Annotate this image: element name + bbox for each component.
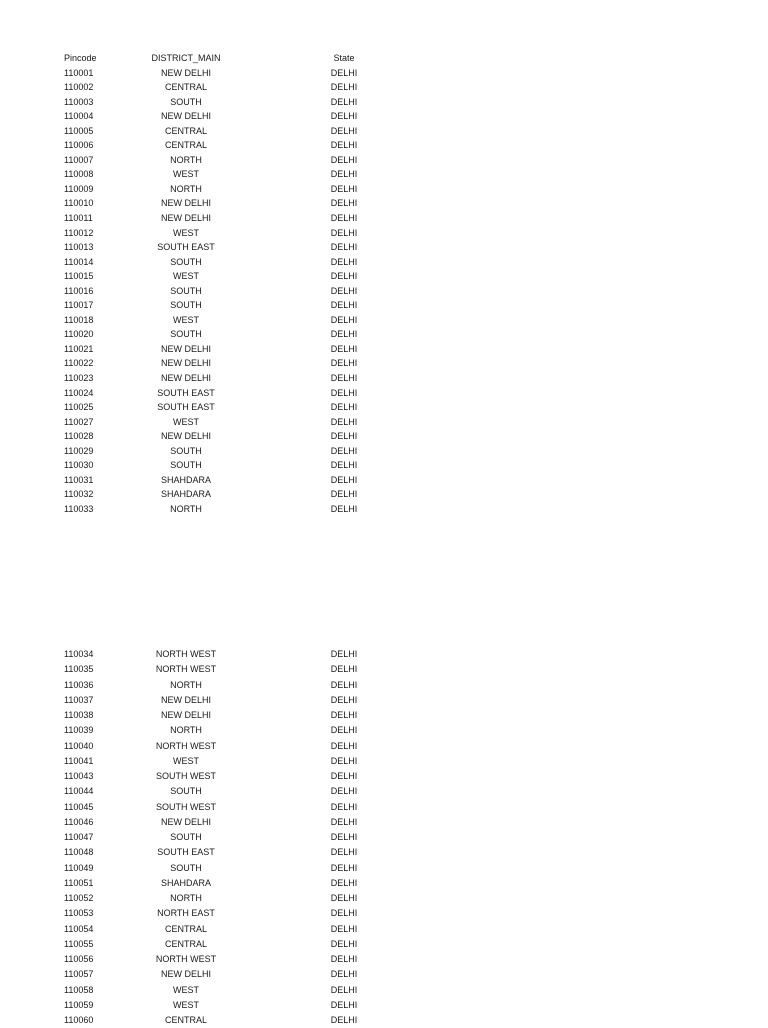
district-cell: CENTRAL bbox=[164, 140, 207, 151]
pincode-cell: 110039 bbox=[64, 725, 94, 736]
table-row bbox=[0, 356, 420, 371]
district-cell: WEST bbox=[173, 984, 199, 995]
pincode-cell: 110034 bbox=[64, 649, 94, 659]
district-cell: SOUTH EAST bbox=[157, 242, 215, 253]
pincode-cell: 110002 bbox=[64, 82, 94, 93]
district-cell: NEW DELHI bbox=[160, 431, 211, 442]
pincode-cell: 110003 bbox=[64, 96, 94, 107]
state-cell: DELHI bbox=[330, 923, 358, 934]
table-row bbox=[0, 845, 420, 860]
pincode-cell: 110004 bbox=[64, 111, 94, 122]
pincode-cell: 110012 bbox=[64, 227, 94, 238]
pincode-cell: 110058 bbox=[64, 984, 94, 995]
rows-block-2 bbox=[0, 647, 420, 1028]
district-cell: SOUTH bbox=[170, 786, 202, 797]
table-block-1 bbox=[0, 51, 420, 517]
state-cell: DELHI bbox=[330, 373, 358, 384]
table-row bbox=[0, 415, 420, 430]
state-cell: DELHI bbox=[330, 140, 358, 151]
state-cell: DELHI bbox=[330, 329, 358, 340]
state-cell: DELHI bbox=[330, 649, 358, 659]
pincode-cell: 110059 bbox=[64, 999, 94, 1010]
pincode-cell: 110020 bbox=[64, 329, 94, 340]
pincode-cell: 110049 bbox=[64, 862, 94, 873]
table-row bbox=[0, 95, 420, 110]
table-row bbox=[0, 754, 420, 769]
pincode-cell: 110035 bbox=[64, 664, 94, 675]
state-cell: DELHI bbox=[330, 877, 358, 888]
state-cell: DELHI bbox=[330, 67, 358, 78]
district-cell: NEW DELHI bbox=[160, 67, 211, 78]
pincode-cell: 110060 bbox=[64, 1015, 94, 1025]
pincode-cell: 110041 bbox=[64, 755, 94, 766]
state-cell: DELHI bbox=[330, 816, 358, 827]
district-cell: WEST bbox=[173, 314, 199, 325]
pincode-cell: 110045 bbox=[64, 801, 94, 812]
state-cell: DELHI bbox=[330, 169, 358, 180]
state-cell: DELHI bbox=[330, 387, 358, 398]
table-row bbox=[0, 922, 420, 937]
pincode-cell: 110030 bbox=[64, 460, 94, 471]
state-cell: DELHI bbox=[330, 460, 358, 471]
table-row bbox=[0, 429, 420, 444]
state-cell: DELHI bbox=[330, 984, 358, 995]
table-row bbox=[0, 327, 420, 342]
district-cell: WEST bbox=[173, 999, 199, 1010]
table-row bbox=[0, 269, 420, 284]
district-cell: NORTH bbox=[170, 183, 202, 194]
table-row bbox=[0, 255, 420, 270]
district-cell: NEW DELHI bbox=[160, 710, 211, 720]
table-row bbox=[0, 458, 420, 473]
district-cell: NORTH bbox=[170, 893, 202, 903]
state-cell: DELHI bbox=[330, 847, 358, 858]
state-cell: DELHI bbox=[330, 969, 358, 980]
table-row bbox=[0, 80, 420, 95]
pincode-cell: 110031 bbox=[64, 474, 94, 485]
pincode-cell: 110021 bbox=[64, 343, 94, 354]
pincode-cell: 110027 bbox=[64, 416, 94, 427]
district-cell: SOUTH bbox=[170, 285, 202, 296]
pincode-cell: 110056 bbox=[64, 954, 94, 964]
table-row bbox=[0, 226, 420, 241]
table-row bbox=[0, 109, 420, 124]
table-row bbox=[0, 967, 420, 982]
state-cell: DELHI bbox=[330, 300, 358, 311]
pincode-cell: 110051 bbox=[64, 877, 94, 888]
district-cell: NORTH bbox=[170, 154, 202, 165]
table-row bbox=[0, 998, 420, 1013]
state-cell: DELHI bbox=[330, 862, 358, 873]
district-cell: CENTRAL bbox=[164, 125, 207, 136]
district-cell: NORTH WEST bbox=[155, 954, 217, 964]
table-row bbox=[0, 473, 420, 488]
table-row bbox=[0, 313, 420, 328]
pincode-cell: 110015 bbox=[64, 271, 94, 282]
district-cell: CENTRAL bbox=[164, 923, 207, 934]
table-row bbox=[0, 487, 420, 502]
table-row bbox=[0, 800, 420, 815]
state-cell: DELHI bbox=[330, 183, 358, 194]
pincode-cell: 110016 bbox=[64, 285, 94, 296]
state-cell: DELHI bbox=[330, 82, 358, 93]
district-cell: NEW DELHI bbox=[160, 358, 211, 369]
district-cell: WEST bbox=[173, 169, 199, 180]
table-row bbox=[0, 678, 420, 693]
state-cell: DELHI bbox=[330, 213, 358, 224]
state-cell: DELHI bbox=[330, 664, 358, 675]
table-row bbox=[0, 167, 420, 182]
pincode-cell: 110007 bbox=[64, 154, 94, 165]
pincode-cell: 110033 bbox=[64, 503, 94, 514]
state-cell: DELHI bbox=[330, 893, 358, 903]
state-cell: DELHI bbox=[330, 242, 358, 253]
district-cell: CENTRAL bbox=[164, 938, 207, 949]
table-row bbox=[0, 708, 420, 723]
table-row bbox=[0, 182, 420, 197]
state-cell: DELHI bbox=[330, 999, 358, 1010]
state-cell: DELHI bbox=[330, 740, 358, 751]
district-cell: NORTH WEST bbox=[155, 740, 217, 751]
district-cell: NORTH WEST bbox=[155, 649, 217, 659]
table-row bbox=[0, 124, 420, 139]
district-cell: NORTH bbox=[170, 725, 202, 736]
pincode-cell: 110011 bbox=[64, 213, 93, 224]
pincode-cell: 110052 bbox=[64, 893, 94, 903]
district-cell: SOUTH bbox=[170, 460, 202, 471]
state-cell: DELHI bbox=[330, 285, 358, 296]
table-row bbox=[0, 211, 420, 226]
table-row bbox=[0, 937, 420, 952]
header-state: State bbox=[333, 53, 355, 63]
state-cell: DELHI bbox=[330, 938, 358, 949]
district-cell: SOUTH bbox=[170, 862, 202, 873]
district-cell: SOUTH EAST bbox=[157, 402, 215, 413]
district-cell: SHAHDARA bbox=[160, 877, 211, 888]
district-cell: WEST bbox=[173, 416, 199, 427]
state-cell: DELHI bbox=[330, 489, 358, 500]
pincode-cell: 110014 bbox=[64, 256, 94, 267]
header-pincode: Pincode bbox=[64, 53, 97, 63]
state-cell: DELHI bbox=[330, 1015, 358, 1025]
pincode-cell: 110037 bbox=[64, 694, 94, 705]
table-row bbox=[0, 906, 420, 921]
district-cell: WEST bbox=[173, 227, 199, 238]
table-row bbox=[0, 830, 420, 845]
table-row bbox=[0, 444, 420, 459]
pincode-cell: 110057 bbox=[64, 969, 94, 980]
table-block-2 bbox=[0, 647, 420, 1028]
pincode-cell: 110047 bbox=[64, 832, 94, 842]
header-district: DISTRICT_MAIN bbox=[151, 53, 221, 63]
pincode-cell: 110028 bbox=[64, 431, 94, 442]
district-cell: SOUTH EAST bbox=[157, 387, 215, 398]
pincode-cell: 110024 bbox=[64, 387, 94, 398]
district-cell: NORTH bbox=[170, 503, 202, 514]
table-row bbox=[0, 647, 420, 662]
table-row bbox=[0, 386, 420, 401]
pincode-cell: 110017 bbox=[64, 300, 94, 311]
pincode-cell: 110053 bbox=[64, 908, 94, 919]
table-row bbox=[0, 502, 420, 517]
pincode-cell: 110036 bbox=[64, 679, 94, 690]
table-row bbox=[0, 815, 420, 830]
table-row bbox=[0, 400, 420, 415]
table-row bbox=[0, 891, 420, 906]
state-cell: DELHI bbox=[330, 694, 358, 705]
district-cell: SOUTH EAST bbox=[157, 847, 215, 858]
pincode-cell: 110040 bbox=[64, 740, 94, 751]
state-cell: DELHI bbox=[330, 96, 358, 107]
table-row bbox=[0, 138, 420, 153]
pincode-cell: 110032 bbox=[64, 489, 94, 500]
state-cell: DELHI bbox=[330, 679, 358, 690]
district-cell: NEW DELHI bbox=[160, 343, 211, 354]
pincode-cell: 110029 bbox=[64, 445, 94, 456]
table-row bbox=[0, 739, 420, 754]
table-row bbox=[0, 784, 420, 799]
district-cell: NEW DELHI bbox=[160, 969, 211, 980]
pincode-cell: 110055 bbox=[64, 938, 94, 949]
district-cell: NEW DELHI bbox=[160, 213, 211, 224]
district-cell: CENTRAL bbox=[164, 1015, 207, 1025]
table-row bbox=[0, 342, 420, 357]
pincode-cell: 110006 bbox=[64, 140, 94, 151]
state-cell: DELHI bbox=[330, 771, 358, 781]
state-cell: DELHI bbox=[330, 801, 358, 812]
state-cell: DELHI bbox=[330, 314, 358, 325]
state-cell: DELHI bbox=[330, 725, 358, 736]
district-cell: CENTRAL bbox=[164, 82, 207, 93]
pincode-cell: 110046 bbox=[64, 816, 94, 827]
district-cell: SHAHDARA bbox=[160, 489, 211, 500]
state-cell: DELHI bbox=[330, 786, 358, 797]
table-row bbox=[0, 371, 420, 386]
state-cell: DELHI bbox=[330, 343, 358, 354]
rows-block-1 bbox=[0, 66, 420, 517]
pincode-cell: 110005 bbox=[64, 125, 94, 136]
state-cell: DELHI bbox=[330, 832, 358, 842]
state-cell: DELHI bbox=[330, 503, 358, 514]
district-cell: NEW DELHI bbox=[160, 694, 211, 705]
district-cell: WEST bbox=[173, 755, 199, 766]
table-row bbox=[0, 240, 420, 255]
state-cell: DELHI bbox=[330, 198, 358, 209]
state-cell: DELHI bbox=[330, 710, 358, 720]
state-cell: DELHI bbox=[330, 358, 358, 369]
header-row bbox=[0, 51, 420, 66]
pincode-cell: 110009 bbox=[64, 183, 94, 194]
table-row bbox=[0, 196, 420, 211]
pincode-cell: 110013 bbox=[64, 242, 94, 253]
pincode-cell: 110025 bbox=[64, 402, 94, 413]
table-row bbox=[0, 983, 420, 998]
state-cell: DELHI bbox=[330, 271, 358, 282]
pincode-cell: 110022 bbox=[64, 358, 94, 369]
pincode-cell: 110044 bbox=[64, 786, 94, 797]
state-cell: DELHI bbox=[330, 416, 358, 427]
table-row bbox=[0, 723, 420, 738]
state-cell: DELHI bbox=[330, 908, 358, 919]
district-cell: WEST bbox=[173, 271, 199, 282]
table-row bbox=[0, 153, 420, 168]
district-cell: NORTH bbox=[170, 679, 202, 690]
table-row bbox=[0, 284, 420, 299]
table-row bbox=[0, 769, 420, 784]
district-cell: NEW DELHI bbox=[160, 373, 211, 384]
pincode-cell: 110018 bbox=[64, 314, 94, 325]
pincode-cell: 110023 bbox=[64, 373, 94, 384]
state-cell: DELHI bbox=[330, 125, 358, 136]
district-cell: SOUTH bbox=[170, 445, 202, 456]
table-row bbox=[0, 662, 420, 677]
district-cell: SOUTH WEST bbox=[156, 771, 216, 781]
table-row bbox=[0, 1013, 420, 1028]
district-cell: SOUTH WEST bbox=[156, 801, 216, 812]
state-cell: DELHI bbox=[330, 402, 358, 413]
table-row bbox=[0, 298, 420, 313]
state-cell: DELHI bbox=[330, 111, 358, 122]
state-cell: DELHI bbox=[330, 154, 358, 165]
district-cell: SOUTH bbox=[170, 832, 202, 842]
table-row bbox=[0, 66, 420, 81]
table-row bbox=[0, 861, 420, 876]
table-row bbox=[0, 876, 420, 891]
district-cell: NORTH EAST bbox=[157, 908, 215, 919]
pincode-cell: 110008 bbox=[64, 169, 94, 180]
district-cell: NEW DELHI bbox=[160, 111, 211, 122]
district-cell: SOUTH bbox=[170, 300, 202, 311]
table-row bbox=[0, 952, 420, 967]
pincode-cell: 110010 bbox=[64, 198, 94, 209]
district-cell: SOUTH bbox=[170, 329, 202, 340]
district-cell: NEW DELHI bbox=[160, 198, 211, 209]
pincode-cell: 110048 bbox=[64, 847, 94, 858]
state-cell: DELHI bbox=[330, 256, 358, 267]
table-row bbox=[0, 693, 420, 708]
state-cell: DELHI bbox=[330, 445, 358, 456]
pincode-cell: 110054 bbox=[64, 923, 94, 934]
state-cell: DELHI bbox=[330, 474, 358, 485]
pincode-cell: 110001 bbox=[64, 67, 94, 78]
state-cell: DELHI bbox=[330, 755, 358, 766]
district-cell: NEW DELHI bbox=[160, 816, 211, 827]
district-cell: SOUTH bbox=[170, 256, 202, 267]
pincode-cell: 110038 bbox=[64, 710, 94, 720]
state-cell: DELHI bbox=[330, 227, 358, 238]
district-cell: SOUTH bbox=[170, 96, 202, 107]
district-cell: NORTH WEST bbox=[155, 664, 217, 675]
district-cell: SHAHDARA bbox=[160, 474, 211, 485]
state-cell: DELHI bbox=[330, 431, 358, 442]
state-cell: DELHI bbox=[330, 954, 358, 964]
pincode-cell: 110043 bbox=[64, 771, 94, 781]
